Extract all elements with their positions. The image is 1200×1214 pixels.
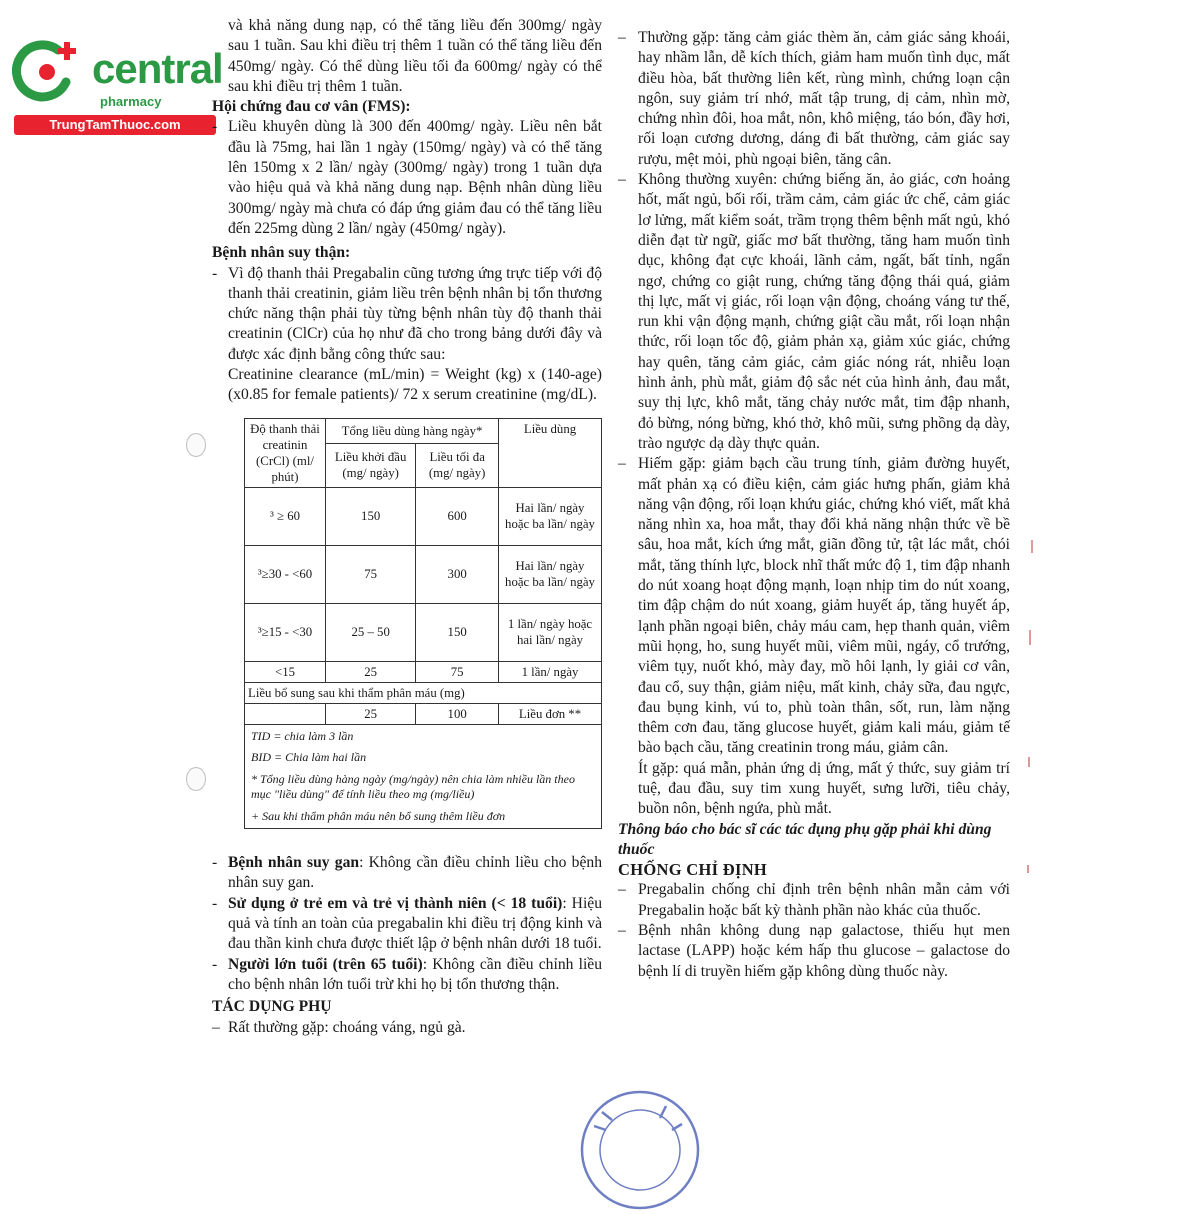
notice-doctor: Thông báo cho bác sĩ các tác dụng phụ gặp phải khi dùng thuốc [618, 820, 992, 858]
cell-clcr: <15 [245, 661, 326, 682]
header-clcr: Độ thanh thải creatinin (CrCl) (ml/ phút) [245, 418, 326, 487]
dash-bullet: - [212, 955, 218, 973]
dash-bullet: – [618, 29, 626, 46]
renal-heading: Bệnh nhân suy thận: [212, 244, 351, 262]
left-column [212, 16, 602, 1038]
table-row [245, 603, 602, 661]
supplement-title: Liều bổ sung sau khi thẩm phân máu (mg) [245, 682, 602, 703]
cell-start: 25 [326, 661, 416, 682]
table-row [245, 682, 602, 703]
contraindications-heading: CHỐNG CHỈ ĐỊNH [618, 860, 768, 880]
contraindication-item [618, 880, 1010, 921]
liver-label: Bệnh nhân suy gan [228, 854, 360, 872]
header-total-dose: Tổng liều dùng hàng ngày* [326, 418, 499, 443]
cell-start: 75 [326, 545, 416, 603]
contraindication-text: Bệnh nhân không dung nạp galactose, thiếu hụt men lactase (LAPP) hoặc kém hấp thu glucose – galactose do bệnh lí di truyền hiếm gặp không dùng thuốc này. [638, 922, 1010, 980]
uncommon-item [618, 170, 1010, 454]
cell-max: 300 [416, 545, 499, 603]
dash-bullet: - [212, 118, 218, 136]
table-row [245, 703, 602, 724]
cell-clcr: ³≥15 - <30 [245, 603, 326, 661]
dash-bullet: – [618, 171, 626, 189]
cell-clcr: ³ ≥ 60 [245, 487, 326, 545]
clearance-formula: Creatinine clearance (mL/min) = Weight (kg) x (140-age) (x0.85 for female patients)/ 72 x serum creatinine (mg/dL). [228, 366, 602, 404]
table-notes-row [245, 724, 602, 829]
rare-text: Hiếm gặp: giảm bạch cầu trung tính, giảm đường huyết, mất phản xạ có điều kiện, cảm giác hưng phấn, giảm khả năng vận động, rối loạn khứu giác, chứng khó viết, mất khả năng nhìn xa, hoa mắt, thay đổi khả năng nhận thức về bề sâu, hoa mắt, kích ứng mắt, giãn đồng tử, tật lác mắt, chói mắt, tăng thính lực, block nhĩ thất mức độ 1, tim đập nhanh do nút xoang hoạt động mạnh, loạn nhịp tim do nút xoang, tim đập chậm do nút xoang, giảm huyết áp, tăng huyết áp, lạnh phần ngoại biên, chảy máu cam, hẹp thanh quản, viêm mũi họng, ho, sung huyết mũi, viêm mũi, ngáy, cổ trướng, viêm tụy, nuốt khó, mày đay, mồ hôi lạnh, ly giải cơ vân, đau cổ, suy thận, giảm niệu, mất kinh, chảy sữa, đau ngực, đau bụng kinh, vú to, phù toàn thân, sốt, run, làm nặng thêm cơn đau, tăng glucose huyết, giảm kali máu, giảm tế bào bạch cầu, tăng creatinin trong máu, giảm cân. [638, 455, 1011, 757]
header-max-dose: Liều tối đa (mg/ ngày) [416, 443, 499, 487]
cell-clcr: ³≥30 - <60 [245, 545, 326, 603]
cell-max: 75 [416, 661, 499, 682]
note-dialysis: + Sau khi thẩm phân máu nên bổ sung thêm liều đơn [251, 808, 506, 823]
cell-start: 25 [326, 703, 416, 724]
liver-text: : Không cần điều chỉnh liều cho bệnh nhân suy gan. [228, 854, 602, 892]
elder-item [212, 955, 602, 996]
rare-item [618, 454, 1010, 758]
table-row [245, 487, 602, 545]
dash-bullet: - [212, 854, 218, 872]
child-label: Sử dụng ở trẻ em và trẻ vị thành niên (< 18 tuổi) [228, 894, 563, 912]
very-common-text: Rất thường gặp: choáng váng, ngủ gà. [228, 1018, 466, 1036]
renal-text: Vì độ thanh thải Pregabalin cũng tương ứng trực tiếp với độ thanh thải creatinin, giảm liều trên bệnh nhân bị tổn thương chức năng thận phải tùy từng bệnh nhân tùy độ thanh thải creatinin (ClCr) của họ như đã cho trong bảng dưới đây và được xác định bằng công thức sau: [228, 264, 603, 363]
header-dose: Liều dùng [499, 418, 602, 487]
dash-bullet: - [212, 264, 218, 282]
very-common-item [212, 1018, 602, 1038]
note-tid: TID = chia làm 3 lần [251, 728, 354, 743]
elder-label: Người lớn tuổi (trên 65 tuổi) [228, 955, 423, 973]
company-stamp-icon [576, 1086, 704, 1214]
dash-bullet: – [618, 881, 626, 899]
central-pharmacy-logo-icon [12, 36, 84, 108]
contraindication-item [618, 921, 1010, 982]
very-rare-text: Ít gặp: quá mẫn, phản ứng dị ứng, mất ý thức, suy giảm trí tuệ, đau đầu, suy tim xung huyết, sưng lưỡi, tiêu chảy, buồn nôn, bệnh ngứa, phù mắt. [638, 759, 1010, 818]
fms-heading: Hội chứng đau cơ vân (FMS): [212, 98, 411, 116]
child-text: : Hiệu quả và tính an toàn của pregabalin khi điều trị động kinh và đau thần kinh chưa được thiết lập ở bệnh nhân dưới 18 tuổi. [228, 894, 602, 953]
punch-hole [186, 767, 206, 791]
brand-logo[interactable] [12, 36, 223, 136]
cell-dose: 1 lần/ ngày hoặc hai lần/ ngày [499, 603, 602, 661]
table-row [245, 661, 602, 682]
brand-url[interactable]: TrungTamThuoc.com [14, 115, 216, 135]
punch-hole [186, 433, 206, 457]
note-total: * Tổng liều dùng hàng ngày (mg/ngày) nên chia làm nhiều lần theo mục "liều dùng" để tính liều theo mg (mg/liều) [251, 771, 575, 802]
right-column [618, 28, 1010, 982]
cell-max: 600 [416, 487, 499, 545]
brand-name: central [92, 45, 223, 92]
table-row [245, 545, 602, 603]
dash-bullet: – [212, 1018, 220, 1036]
renal-item [212, 264, 602, 365]
cell-dose: 1 lần/ ngày [499, 661, 602, 682]
dash-bullet: – [618, 455, 626, 473]
margin-marks [1010, 535, 1050, 875]
uncommon-text: Không thường xuyên: chứng biếng ăn, ảo giác, cơn hoảng hốt, mất ngủ, bối rối, trầm cảm, cảm giác ức chế, cảm giác lơ lửng, mất kiểm soát, trầm trọng thêm bệnh mất ngủ, khó diễn đạt từ ngữ, giấc mơ bất thường, tăng ham muốn tình dục, không đạt cực khoái, lãnh cảm, ngất, bất tỉnh, ngẩn ngơ, chứng co giật rung, chứng tăng động thái quá, giảm thị lực, mất vị giác, rối loạn vận động, choáng váng tư thế, run khi vận động mạnh, chứng giật cầu mắt, rối loạn nhận thức, rối loạn tốc độ, giảm phản xạ, giảm xúc giác, chứng hay quên, tăng cảm giác, cảm giác nóng rát, nhiễu loạn hình ảnh, phù mắt, giảm độ sắc nét của hình ảnh, đau mắt, suy thị lực, khô mắt, tăng chảy nước mắt, tim đập nhanh, đỏ bừng, nóng bừng, khó thở, khô mũi, sưng phồng dạ dày, trào ngược dạ dày thực quản. [638, 171, 1010, 452]
renal-dose-table [244, 418, 602, 830]
note-bid: BID = Chia làm hai lần [251, 750, 367, 765]
common-text: Thường gặp: tăng cảm giác thèm ăn, cảm giác sảng khoái, hay nhầm lẫn, dễ kích thích, giảm ham muốn tình dục, mất điều hòa, bất thường liên kết, rùng mình, chứng loạn cận ngôn, suy giảm trí nhớ, mất tập trung, dị cảm, nhìn mờ, chứng nhìn đôi, hoa mắt, nôn, khô miệng, táo bón, đầy hơi, rối loạn cương dương, dáng đi bất thường, cảm giác say rượu, mệt mỏi, phù ngoại biên, tăng cân. [638, 29, 1010, 168]
cell-start: 25 – 50 [326, 603, 416, 661]
liver-item [212, 853, 602, 894]
cell-clcr [245, 703, 326, 724]
fms-text: Liều khuyên dùng là 300 đến 400mg/ ngày. Liều nên bắt đầu là 75mg, hai lần 1 ngày (150mg/ ngày) và có thể tăng lên 150mg x 2 lần/ ngày (300mg/ ngày) trong 1 tuần dựa vào hiệu quả và khả năng dung nạp. Bệnh nhân dùng liều 300mg/ ngày mà chưa có đáp ứng giảm đau có thể tăng liều đến 225mg dùng 2 lần/ ngày (450mg/ ngày). [228, 118, 602, 237]
table-notes [245, 724, 602, 829]
cell-dose: Liều đơn ** [499, 703, 602, 724]
contraindication-text: Pregabalin chống chỉ định trên bệnh nhân mẫn cảm với Pregabalin hoặc bất kỳ thành phần nào khác của thuốc. [638, 881, 1010, 919]
child-item [212, 894, 602, 955]
common-item [618, 28, 1010, 170]
titration-paragraph: và khả năng dung nạp, có thể tăng liều đến 300mg/ ngày sau 1 tuần. Sau khi điều trị thêm 1 tuần có thể tăng liều đến 450mg/ ngày. Có thể dùng liều tối đa 600mg/ ngày có thể sau khi điều trị thêm 1 tuần. [228, 17, 602, 95]
fms-item [212, 117, 602, 239]
brand-subtitle: pharmacy [100, 94, 162, 109]
side-effects-heading: TÁC DỤNG PHỤ [212, 998, 332, 1016]
cell-max: 150 [416, 603, 499, 661]
elder-text: : Không cần điều chỉnh liều cho bệnh nhân lớn tuổi trừ khi họ bị tổn thương thận. [228, 955, 602, 993]
cell-dose: Hai lần/ ngày hoặc ba lần/ ngày [499, 487, 602, 545]
header-start-dose: Liều khởi đầu (mg/ ngày) [326, 443, 416, 487]
dash-bullet: - [212, 894, 218, 912]
dash-bullet: – [618, 922, 626, 940]
cell-start: 150 [326, 487, 416, 545]
cell-max: 100 [416, 703, 499, 724]
cell-dose: Hai lần/ ngày hoặc ba lần/ ngày [499, 545, 602, 603]
